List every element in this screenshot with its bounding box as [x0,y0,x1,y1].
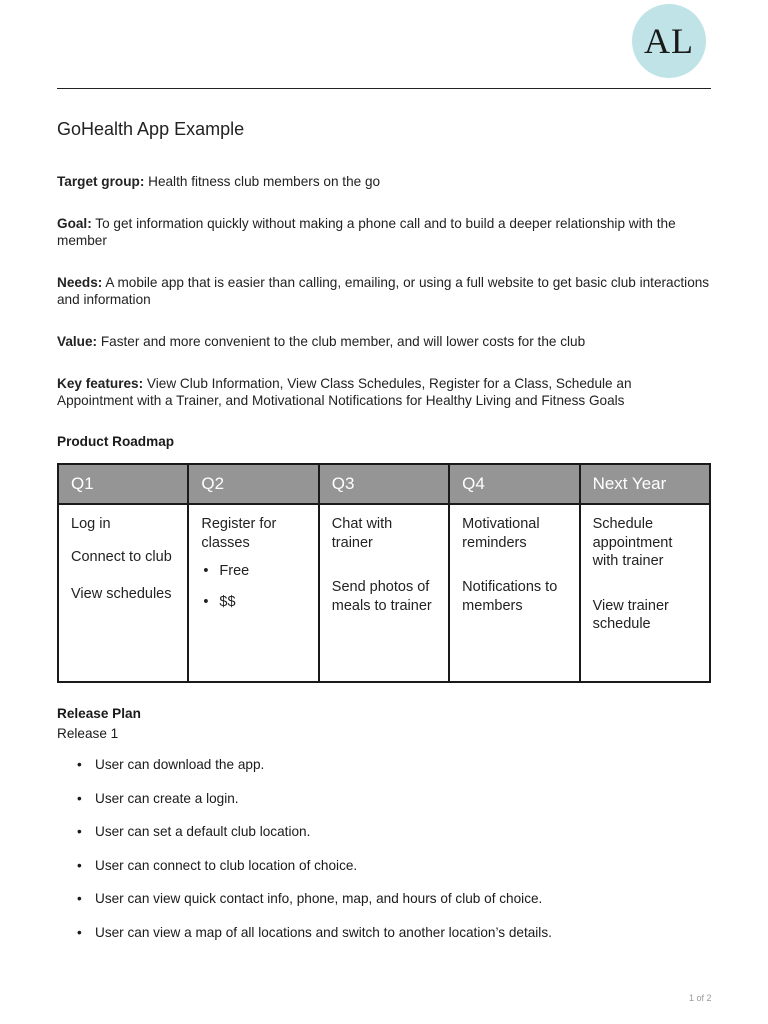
list-item [57,924,717,941]
key-features-label: Key features: [57,376,144,391]
q3-item: Send photos of meals to trainer [331,579,432,614]
list-item-text: User can view quick contact info, phone, map, and hours of club of choice. [95,891,543,907]
value-text: Faster and more convenient to the club member, and will lower costs for the club [100,334,586,349]
roadmap-cell-q1 [58,504,188,682]
logo: AL [632,4,706,78]
value-paragraph [57,333,717,350]
roadmap-heading: Product Roadmap [57,434,175,449]
header-divider [57,88,711,89]
roadmap-cell-next-year [580,504,710,682]
q3-item: Chat with trainer [331,516,393,551]
bullet-icon: • [203,593,209,610]
goal-text: To get information quickly without making a phone call and to build a deeper relationship with the member [57,216,676,248]
bullet-icon: • [77,790,82,806]
list-item-text: User can set a default club location. [95,824,311,840]
list-item [57,790,717,807]
roadmap-cell-q4 [449,504,579,682]
roadmap-body-row [58,504,710,682]
q2-item: Register for classes [201,516,277,551]
list-item-text: User can view a map of all locations and switch to another location’s details. [95,924,552,940]
bullet-icon: • [203,563,209,579]
roadmap-cell-q2 [188,504,318,682]
list-item-text: User can connect to club location of choice. [95,857,358,873]
goal-label: Goal: [57,216,92,231]
list-item [57,756,717,773]
bullet-icon: • [77,824,82,840]
needs-label: Needs: [57,275,103,290]
bullet-icon: • [77,757,82,772]
list-item [57,823,717,840]
list-item-text: User can create a login. [95,790,239,806]
q1-item: View schedules [71,586,172,602]
release-subheading: Release 1 [57,726,119,741]
q2-bullet [201,593,305,612]
list-item [57,857,717,874]
q2-bullet [201,562,305,581]
list-item-text: User can download the app. [95,757,265,772]
release-list [57,756,717,958]
roadmap-col-q2: Q2 [188,464,318,504]
list-item [57,890,717,907]
q1-item: Log in [71,516,111,532]
q4-item: Motivational reminders [462,516,540,551]
target-group-label: Target group: [57,174,145,189]
bullet-icon: • [77,857,82,873]
bullet-icon: • [77,924,82,940]
target-group-paragraph [57,173,717,190]
q4-item: Notifications to members [462,579,558,614]
roadmap-header-row [58,464,710,504]
page-number: 1 of 2 [689,993,712,1003]
q2-bullet-text: Free [219,563,250,579]
roadmap-cell-q3 [319,504,449,682]
roadmap-col-q3: Q3 [319,464,449,504]
page-title: GoHealth App Example [57,119,245,139]
roadmap-col-next-year: Next Year [580,464,710,504]
key-features-paragraph [57,375,657,409]
target-group-text: Health fitness club members on the go [148,174,381,189]
q1-item: Connect to club [71,548,172,565]
key-features-text: View Club Information, View Class Schedules, Register for a Class, Schedule an Appointment with a Trainer, and Motivational Notifications for Healthy Living and Fitness Goals [57,376,632,408]
bullet-icon: • [77,891,82,907]
next-year-item: Schedule appointment with trainer [592,516,673,569]
roadmap-col-q1: Q1 [58,464,188,504]
roadmap-col-q4: Q4 [449,464,579,504]
value-label: Value: [57,334,98,349]
goal-paragraph [57,215,717,249]
needs-text: A mobile app that is easier than calling, emailing, or using a full website to get basic club interactions and information [57,275,710,307]
q2-bullet-text: $$ [219,593,236,610]
release-plan-heading: Release Plan [57,706,141,721]
needs-paragraph [57,274,717,308]
next-year-item: View trainer schedule [592,597,669,632]
roadmap-table [57,463,711,683]
